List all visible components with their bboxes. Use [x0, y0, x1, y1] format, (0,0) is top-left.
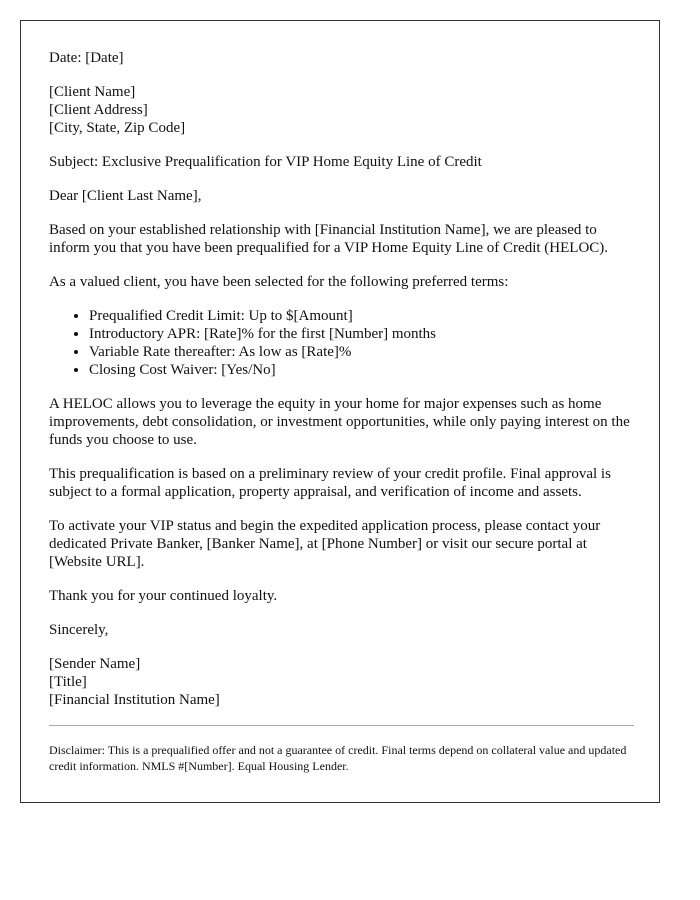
thanks-line: Thank you for your continued loyalty.	[49, 588, 278, 604]
sender-name: [Sender Name]	[49, 656, 141, 672]
heloc-paragraph: A HELOC allows you to leverage the equity in your home for major expenses such as home improvements, debt consolidation, or investment opportunities, while only paying interest on the funds you choose to use.	[49, 396, 630, 448]
closing-line: Sincerely,	[49, 622, 109, 638]
date-line: Date: [Date]	[49, 50, 124, 66]
disclaimer: Disclaimer: This is a prequalified offer and not a guarantee of credit. Final terms depend on collateral value and updated credit information. NMLS #[Number]. Equal Housing Lender.	[49, 743, 627, 773]
terms-list	[49, 307, 634, 379]
signature-block	[49, 655, 634, 709]
recipient-name: [Client Name]	[49, 84, 136, 100]
subject-line: Subject: Exclusive Prequalification for VIP Home Equity Line of Credit	[49, 154, 482, 170]
prequal-paragraph: This prequalification is based on a preliminary review of your credit profile. Final approval is subject to a formal application, property appraisal, and verification of income and assets.	[49, 466, 611, 500]
sender-title: [Title]	[49, 674, 87, 690]
term-intro-apr: • Introductory APR: [Rate]% for the first [Number] months	[89, 325, 634, 343]
activate-paragraph: To activate your VIP status and begin the expedited application process, please contact your dedicated Private Banker, [Banker Name], at [Phone Number] or visit our secure portal at [Website URL].	[49, 518, 601, 570]
recipient-city: [City, State, Zip Code]	[49, 120, 186, 136]
terms-intro: As a valued client, you have been selected for the following preferred terms:	[49, 274, 509, 290]
recipient-address	[49, 83, 634, 137]
intro-paragraph: Based on your established relationship with [Financial Institution Name], we are pleased to inform you that you have been prequalified for a VIP Home Equity Line of Credit (HELOC).	[49, 222, 609, 256]
term-variable-rate: • Variable Rate thereafter: As low as [Rate]%	[89, 343, 634, 361]
letter-body	[49, 49, 634, 790]
recipient-street: [Client Address]	[49, 102, 148, 118]
term-credit-limit: • Prequalified Credit Limit: Up to $[Amount]	[89, 307, 634, 325]
salutation: Dear [Client Last Name],	[49, 188, 202, 204]
letter-page	[20, 20, 660, 803]
sender-institution: [Financial Institution Name]	[49, 692, 220, 708]
term-closing-cost: • Closing Cost Waiver: [Yes/No]	[89, 361, 634, 379]
divider	[49, 725, 634, 726]
